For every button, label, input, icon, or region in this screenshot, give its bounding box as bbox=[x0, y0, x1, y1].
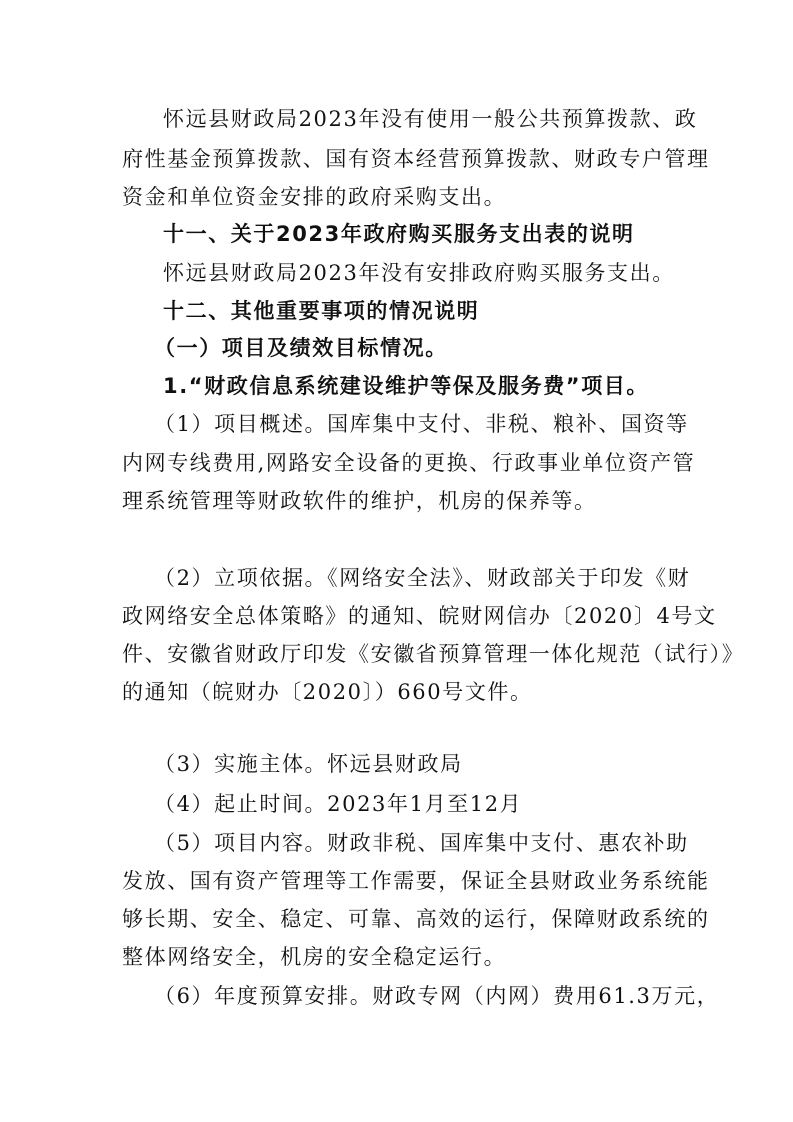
paragraph-text: 整体网络安全，机房的安全稳定运行。 bbox=[122, 945, 507, 969]
paragraph-text: 资金和单位资金安排的政府采购支出。 bbox=[122, 185, 507, 209]
item-overview-line-2 bbox=[0, 446, 793, 480]
paragraph-text: （5）项目内容。财政非税、国库集中支付、惠农补助 bbox=[154, 831, 689, 855]
paragraph-text: 件、安徽省财政厅印发《安徽省预算管理一体化规范（试行）》 bbox=[122, 642, 745, 666]
paragraph-text: 发放、国有资产管理等工作需要，保证全县财政业务系统能 bbox=[122, 869, 710, 893]
item-overview-line-1 bbox=[0, 407, 793, 441]
item-basis-line-2 bbox=[0, 599, 793, 633]
heading-text: 十二、其他重要事项的情况说明 bbox=[163, 299, 480, 323]
paragraph-text: 的通知（皖财办〔2020〕）660号文件。 bbox=[122, 680, 533, 704]
subheading-project-goals bbox=[0, 331, 793, 365]
heading-text: 十一、关于2023年政府购买服务支出表的说明 bbox=[163, 222, 635, 246]
paragraph-procurement-line-3 bbox=[0, 180, 793, 214]
paragraph-text: 内网专线费用,网路安全设备的更换、行政事业单位资产管 bbox=[122, 451, 696, 475]
item-overview-line-3 bbox=[0, 484, 793, 518]
heading-section-12 bbox=[0, 294, 793, 328]
item-content-line-1 bbox=[0, 826, 793, 860]
subheading-text: （一）项目及绩效目标情况。 bbox=[154, 336, 448, 360]
item-basis-line-4 bbox=[0, 675, 793, 709]
item-implementer bbox=[0, 747, 793, 781]
paragraph-text: 政网络安全总体策略》的通知、皖财网信办〔2020〕4号文 bbox=[122, 604, 717, 628]
project-title-text: 1.“财政信息系统建设维护等保及服务费”项目。 bbox=[163, 374, 649, 398]
paragraph-procurement-line-1 bbox=[0, 102, 793, 136]
paragraph-text: 府性基金预算拨款、国有资本经营预算拨款、财政专户管理 bbox=[122, 147, 710, 171]
item-content-line-2 bbox=[0, 864, 793, 898]
item-content-line-4 bbox=[0, 940, 793, 974]
paragraph-purchase-services bbox=[0, 256, 793, 290]
item-budget bbox=[0, 979, 793, 1013]
paragraph-text: （2）立项依据。《网络安全法》、财政部关于印发《财 bbox=[154, 566, 691, 590]
paragraph-text: 够长期、安全、稳定、可靠、高效的运行，保障财政系统的 bbox=[122, 907, 710, 931]
paragraph-text: （4）起止时间。2023年1月至12月 bbox=[154, 792, 523, 816]
project-title bbox=[0, 369, 793, 403]
paragraph-text: 理系统管理等财政软件的维护，机房的保养等。 bbox=[122, 489, 597, 513]
paragraph-text: （6）年度预算安排。财政专网（内网）费用61.3万元， bbox=[154, 984, 720, 1008]
paragraph-text: （3）实施主体。怀远县财政局 bbox=[154, 752, 463, 776]
item-period bbox=[0, 787, 793, 821]
paragraph-procurement-line-2 bbox=[0, 142, 793, 176]
item-basis-line-1 bbox=[0, 561, 793, 595]
paragraph-text: （1）项目概述。国库集中支付、非税、粮补、国资等 bbox=[154, 412, 689, 436]
item-content-line-3 bbox=[0, 902, 793, 936]
paragraph-text: 怀远县财政局2023年没有安排政府购买服务支出。 bbox=[163, 261, 675, 285]
item-basis-line-3 bbox=[0, 637, 793, 671]
paragraph-text: 怀远县财政局2023年没有使用一般公共预算拨款、政 bbox=[163, 107, 698, 131]
heading-section-11 bbox=[0, 217, 793, 251]
